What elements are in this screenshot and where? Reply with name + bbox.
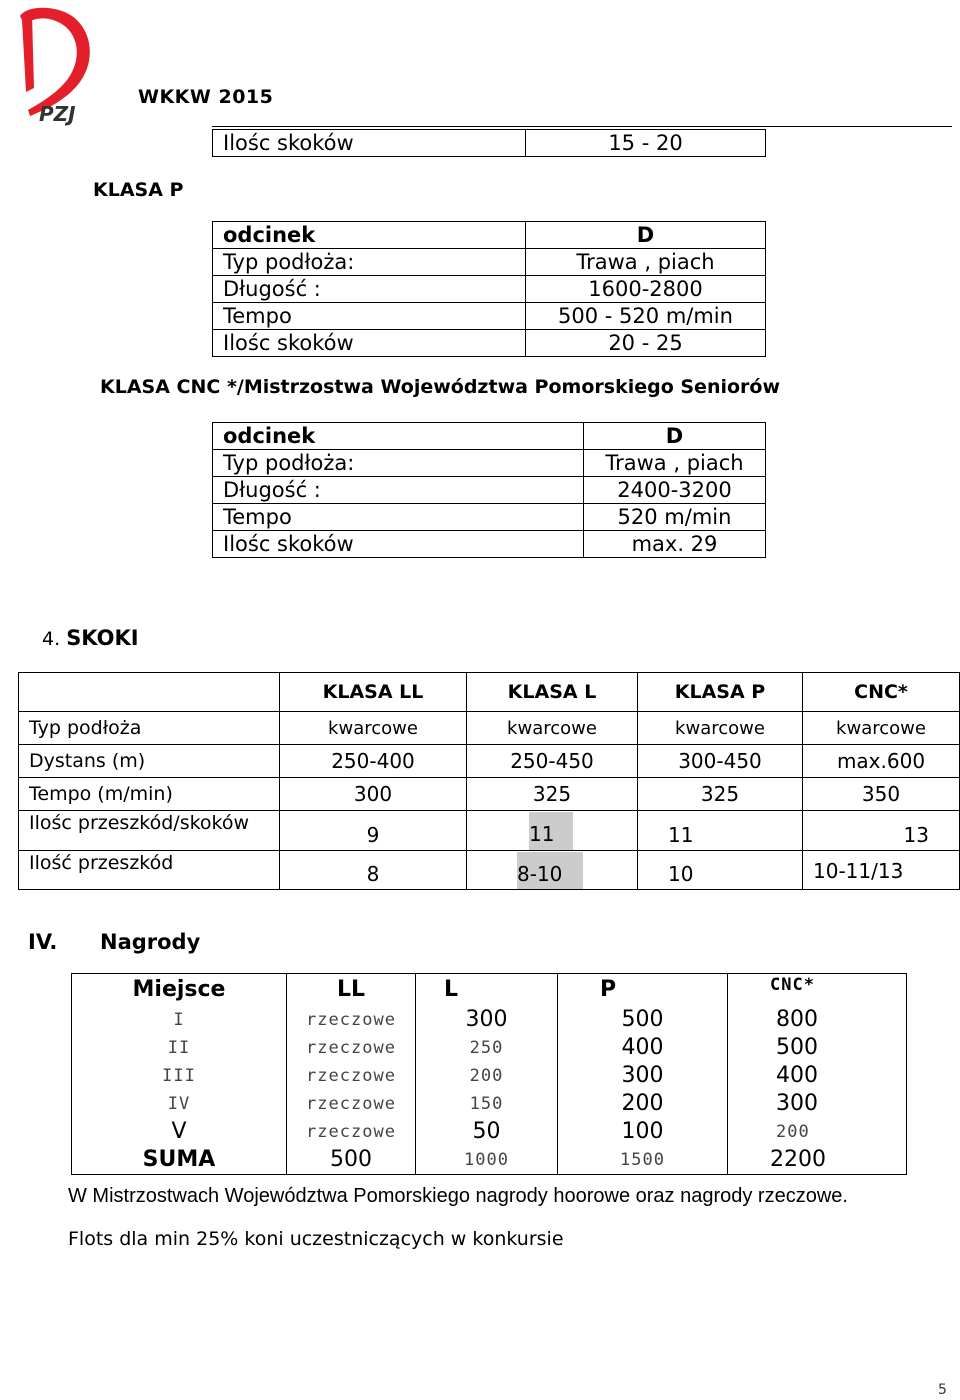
skoki-table [18, 672, 960, 890]
table-cell: 100 [558, 1118, 728, 1146]
footer-note-flots: Flots dla min 25% koni uczestniczących w konkursie [68, 1228, 564, 1250]
table-cell: 500 [287, 1146, 416, 1175]
column-header [19, 673, 280, 712]
table-cell: max.600 [803, 745, 960, 778]
table-cell: 300 [280, 778, 467, 811]
column-header: P [558, 974, 728, 1007]
row-label: Ilośc przeszkód/skoków [19, 811, 280, 851]
shaded-value: 11 [529, 812, 573, 850]
row-value: D [584, 423, 766, 450]
row-value: Trawa , piach [526, 249, 766, 276]
row-value: 20 - 25 [608, 331, 683, 355]
table-cell: 800 [728, 1006, 907, 1034]
sum-label: SUMA [72, 1146, 287, 1175]
table-cell [467, 811, 638, 851]
table-row [72, 1090, 907, 1118]
column-header: CNC* [728, 974, 907, 1007]
table-cell: rzeczowe [287, 1006, 416, 1034]
table-header-row [19, 673, 960, 712]
row-value: D [526, 222, 766, 249]
table-cell: rzeczowe [287, 1034, 416, 1062]
table-row [19, 745, 960, 778]
table-cell: 350 [803, 778, 960, 811]
table-cell: 11 [638, 811, 803, 851]
table-row [213, 330, 766, 357]
table-cell: 200 [728, 1118, 907, 1146]
row-value: max. 29 [631, 532, 718, 556]
section-title: Nagrody [100, 930, 201, 954]
row-label: Ilośc skoków [213, 130, 526, 157]
row-label: Tempo [213, 303, 526, 330]
table-cell: rzeczowe [287, 1118, 416, 1146]
table-cell: 1000 [416, 1146, 558, 1175]
table-row [72, 1118, 907, 1146]
table-row [213, 249, 766, 276]
table-cell: 325 [638, 778, 803, 811]
table-cell: kwarcowe [280, 712, 467, 745]
table-header-row [72, 974, 907, 1007]
table-cell: 500 [558, 1006, 728, 1034]
table-cell: 8 [280, 851, 467, 890]
table-cell: kwarcowe [467, 712, 638, 745]
klasa-cnc-heading: KLASA CNC */Mistrzostwa Województwa Pomorskiego Seniorów [100, 376, 781, 398]
row-label: odcinek [213, 423, 584, 450]
place-cell: IV [72, 1090, 287, 1118]
place-cell: I [72, 1006, 287, 1034]
nagrody-table [71, 973, 907, 1175]
row-label: Typ podłoża: [213, 249, 526, 276]
table-cell: 50 [416, 1118, 558, 1146]
table-cell: rzeczowe [287, 1090, 416, 1118]
table-cell: 500 [728, 1034, 907, 1062]
place-cell: V [72, 1118, 287, 1146]
shaded-value: 8-10 [517, 852, 583, 889]
table-cell: 10 [638, 851, 803, 890]
row-label: odcinek [213, 222, 526, 249]
row-value: 2400-3200 [584, 477, 766, 504]
page-header-title: WKKW 2015 [138, 86, 274, 108]
table-row [213, 130, 766, 157]
table-row [19, 851, 960, 890]
row-label: Ilośc skoków [213, 531, 584, 558]
column-header: KLASA LL [280, 673, 467, 712]
column-header: KLASA L [467, 673, 638, 712]
header-rule [212, 126, 952, 127]
column-header: CNC* [803, 673, 960, 712]
column-header: Miejsce [72, 974, 287, 1007]
row-value: 520 m/min [584, 504, 766, 531]
table-row [213, 531, 766, 558]
row-label: Dystans (m) [19, 745, 280, 778]
table-cell: 13 [803, 811, 960, 851]
table-row [72, 1062, 907, 1090]
table-row [213, 303, 766, 330]
row-label: Tempo (m/min) [19, 778, 280, 811]
klasa-cnc-table [212, 422, 766, 558]
table-cell: kwarcowe [638, 712, 803, 745]
row-value: Trawa , piach [584, 450, 766, 477]
table-cell: 300 [558, 1062, 728, 1090]
row-label: Typ podłoża: [213, 450, 584, 477]
table-cell: 2200 [728, 1146, 907, 1175]
column-header: LL [287, 974, 416, 1007]
page-number: 5 [938, 1382, 947, 1398]
row-value: 15 - 20 [608, 131, 683, 155]
table-cell: 200 [416, 1062, 558, 1090]
nagrody-section-title [28, 930, 200, 954]
row-value: 1600-2800 [526, 276, 766, 303]
table-cell [467, 851, 638, 890]
table-cell: 300-450 [638, 745, 803, 778]
column-header: KLASA P [638, 673, 803, 712]
section-number: 4. [42, 628, 61, 650]
skoki-section-title [42, 626, 139, 650]
table-row [213, 276, 766, 303]
table-cell: 200 [558, 1090, 728, 1118]
row-value: 500 - 520 m/min [526, 303, 766, 330]
table-cell: rzeczowe [287, 1062, 416, 1090]
table-cell: 400 [558, 1034, 728, 1062]
place-cell: III [72, 1062, 287, 1090]
table-row [213, 222, 766, 249]
row-label: Typ podłoża [19, 712, 280, 745]
table-cell: 150 [416, 1090, 558, 1118]
table-cell: 325 [467, 778, 638, 811]
klasa-p-table [212, 221, 766, 357]
footer-note-prizes: W Mistrzostwach Województwa Pomorskiego nagrody hoorowe oraz nagrody rzeczowe. [68, 1185, 848, 1207]
row-label: Długość : [213, 477, 584, 504]
table-cell: 300 [728, 1090, 907, 1118]
table-cell: 1500 [558, 1146, 728, 1175]
table-row [19, 811, 960, 851]
table-row [213, 423, 766, 450]
top-jumps-table [212, 129, 766, 157]
row-label: Ilość przeszkód [19, 851, 280, 890]
table-row [213, 450, 766, 477]
logo-text: PZJ [39, 102, 76, 126]
table-cell: 9 [280, 811, 467, 851]
table-row [19, 778, 960, 811]
row-label: Ilośc skoków [213, 330, 526, 357]
section-number: IV. [28, 930, 58, 954]
table-cell: 250-450 [467, 745, 638, 778]
table-row [72, 1006, 907, 1034]
table-cell: 300 [416, 1006, 558, 1034]
place-cell: II [72, 1034, 287, 1062]
table-row [213, 504, 766, 531]
table-cell: 10-11/13 [803, 851, 960, 890]
table-cell: kwarcowe [803, 712, 960, 745]
table-cell: 250-400 [280, 745, 467, 778]
column-header: L [416, 974, 558, 1007]
table-row [19, 712, 960, 745]
table-cell: 250 [416, 1034, 558, 1062]
pzj-logo [6, 2, 96, 126]
section-title: SKOKI [66, 626, 139, 650]
klasa-p-heading: KLASA P [93, 179, 184, 201]
table-row [213, 477, 766, 504]
table-row-sum [72, 1146, 907, 1175]
table-row [72, 1034, 907, 1062]
row-label: Tempo [213, 504, 584, 531]
row-label: Długość : [213, 276, 526, 303]
table-cell: 400 [728, 1062, 907, 1090]
